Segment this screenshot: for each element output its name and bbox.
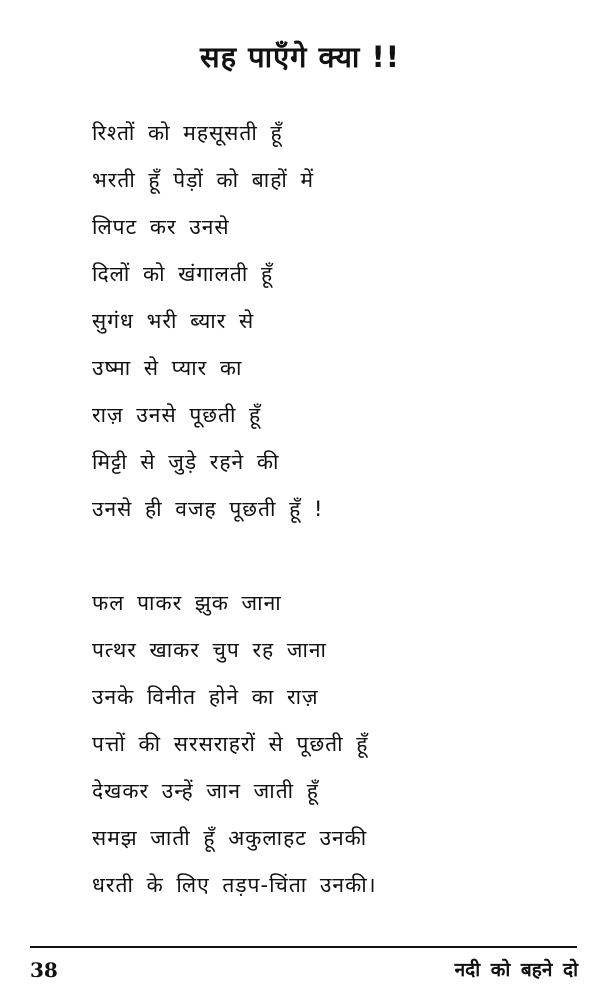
poem-line: समझ जाती हूँ अकुलाहट उनकी xyxy=(92,826,368,850)
poem-line: सुगंध भरी ब्यार से xyxy=(92,309,255,333)
poem-line: भरती हूँ पेड़ों को बाहों में xyxy=(92,168,315,192)
book-title-footer: नदी को बहने दो xyxy=(454,959,578,981)
poem-line: देखकर उन्हें जान जाती हूँ xyxy=(92,779,319,803)
footer-divider xyxy=(30,946,577,948)
poem-line: दिलों को खंगालती हूँ xyxy=(92,262,274,286)
poem-line: धरती के लिए तड़प-चिंता उनकी। xyxy=(92,873,377,897)
poem-line: उनके विनीत होने का राज़ xyxy=(92,685,319,709)
poem-line: मिट्टी से जुड़े रहने की xyxy=(92,450,280,474)
stanza-1 xyxy=(92,110,323,533)
poem-line: फल पाकर झुक जाना xyxy=(92,591,282,615)
poem-line: पत्तों की सरसराहरों से पूछती हूँ xyxy=(92,732,369,756)
poem-title: सह पाएँगे क्या !! xyxy=(200,40,400,75)
poem-line: उनसे ही वजह पूछती हूँ ! xyxy=(92,497,324,521)
page-number: 38 xyxy=(30,958,58,982)
poem-line: उष्मा से प्यार का xyxy=(92,356,243,380)
poem-line: लिपट कर उनसे xyxy=(92,215,230,239)
poem-line: रिश्तों को महसूसती हूँ xyxy=(92,121,283,145)
poem-line: राज़ उनसे पूछती हूँ xyxy=(92,403,262,427)
poem-line: पत्थर खाकर चुप रह जाना xyxy=(92,638,327,662)
stanza-2 xyxy=(92,580,377,909)
